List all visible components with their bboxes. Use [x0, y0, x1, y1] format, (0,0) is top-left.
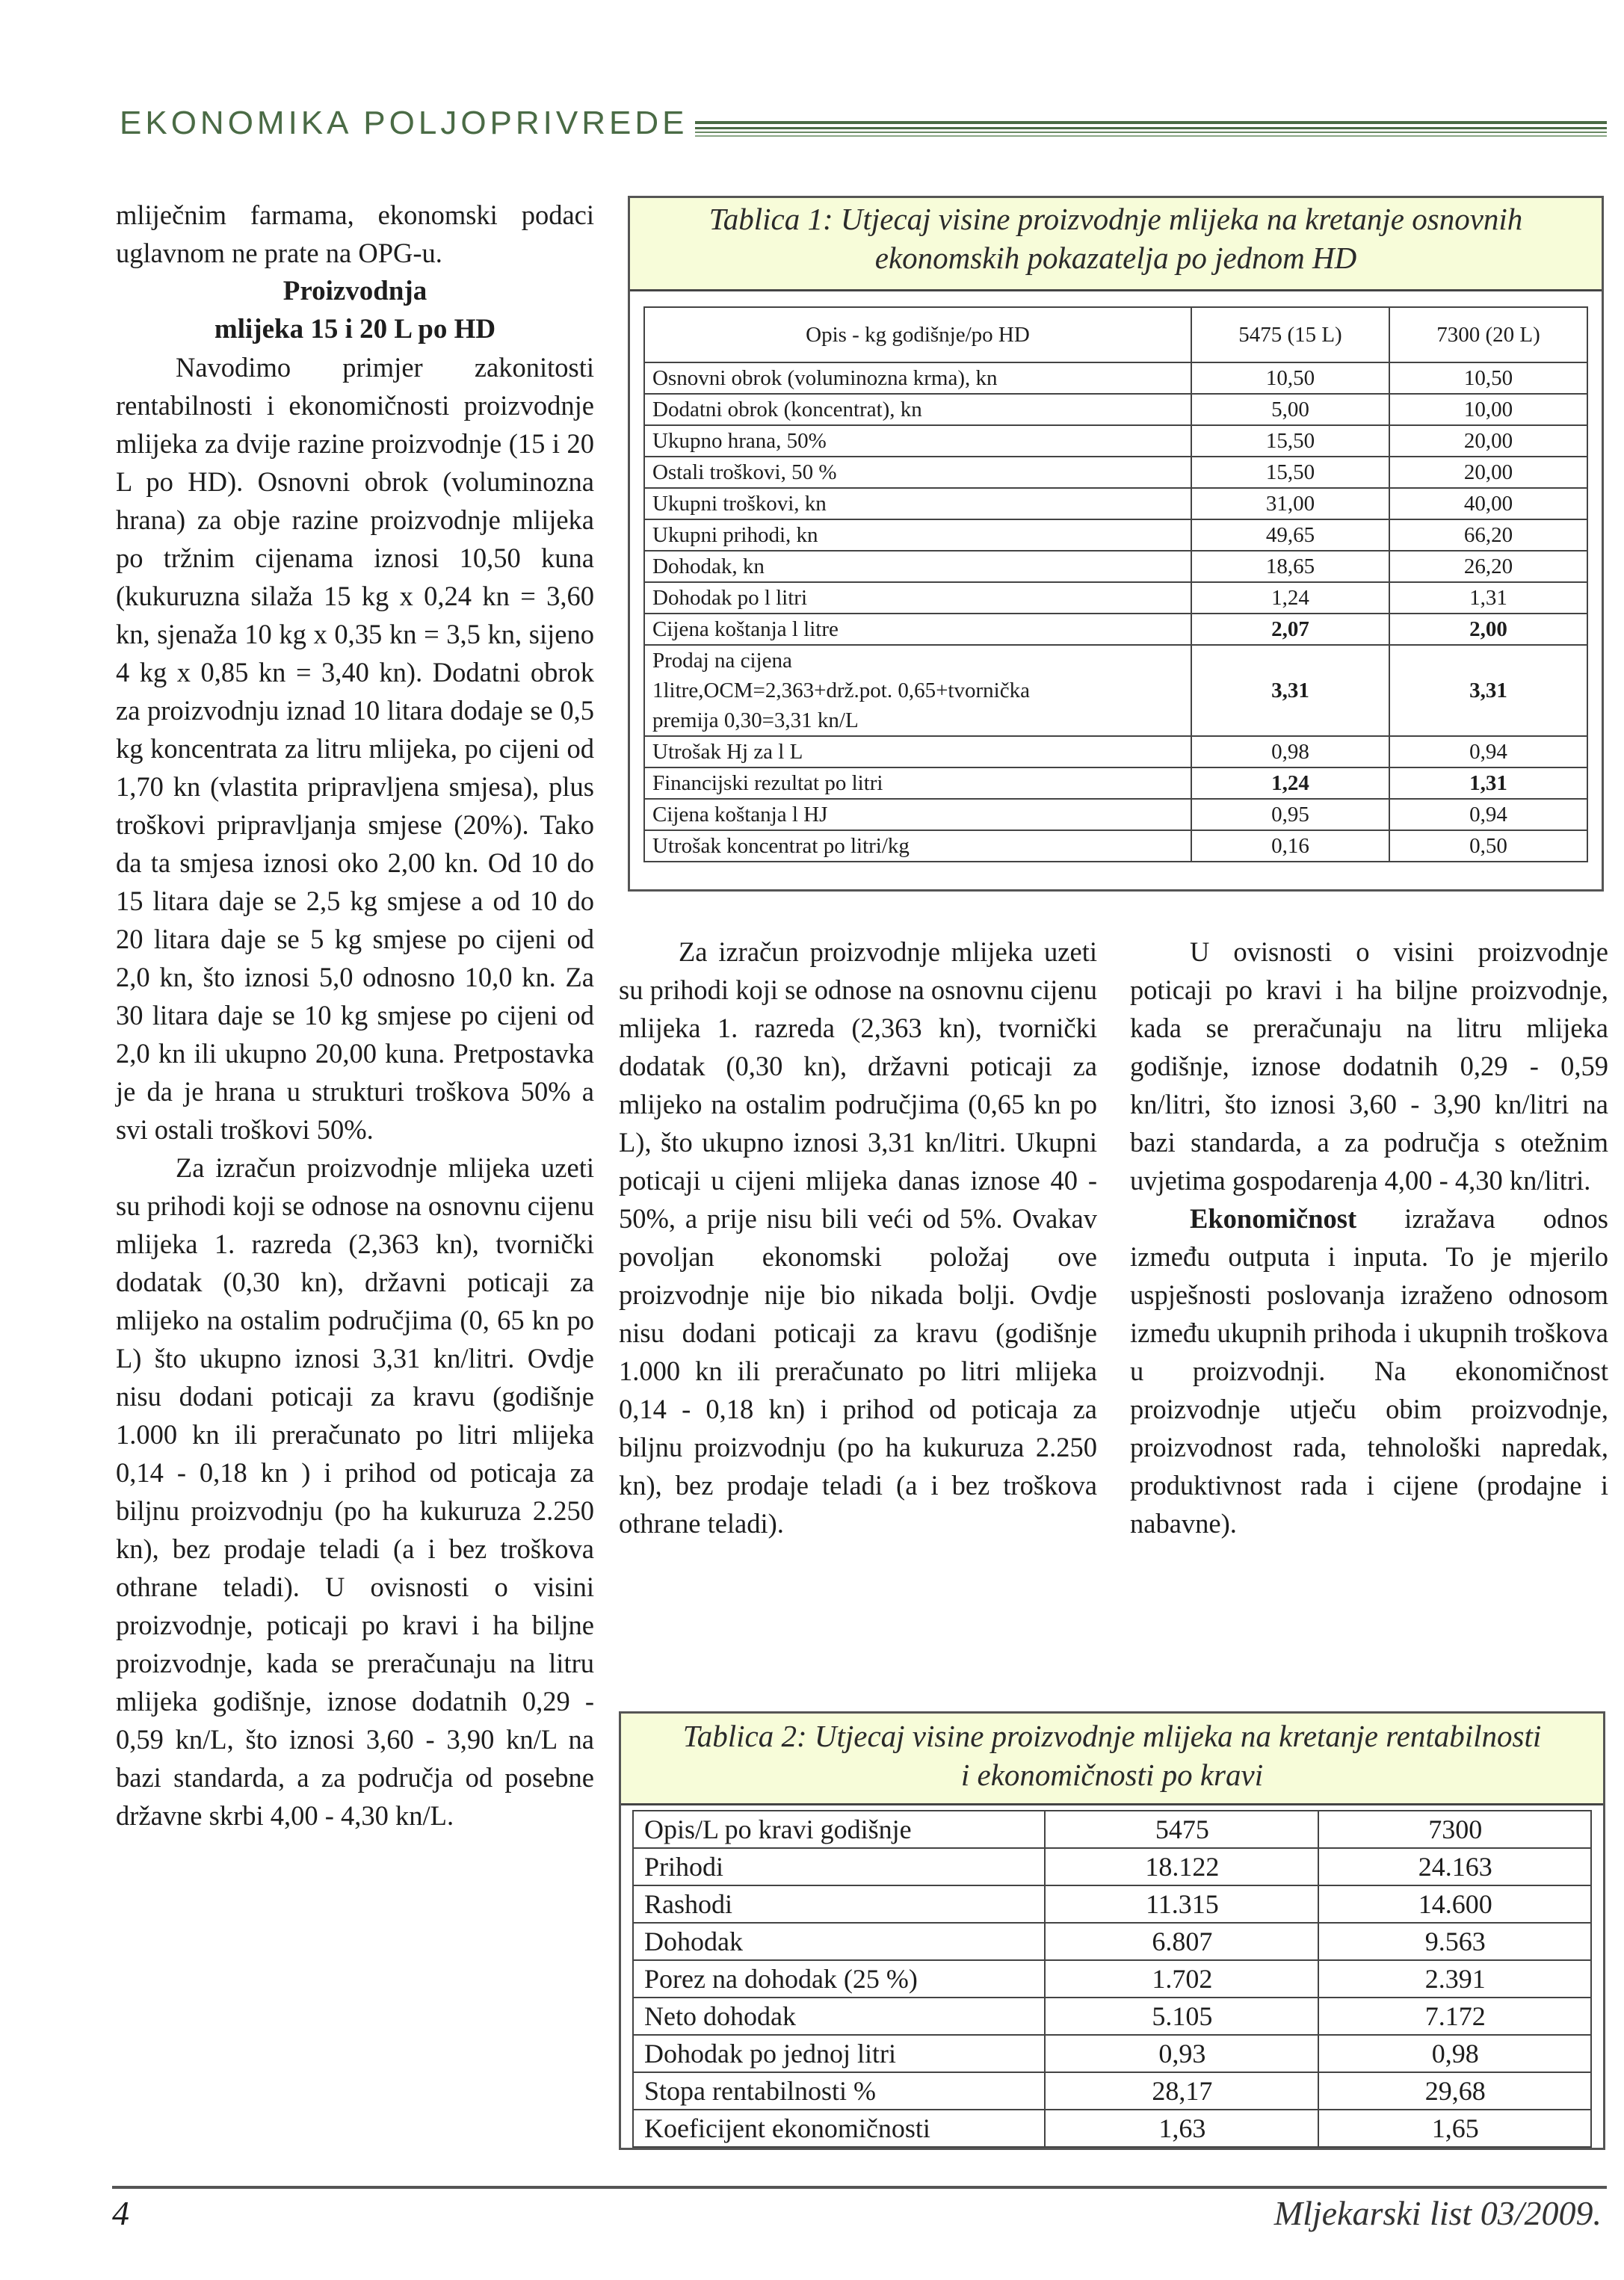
- table2-cell: 18.122: [1045, 1848, 1318, 1885]
- table1-row: [644, 457, 1587, 488]
- table2-cell: 2.391: [1318, 1960, 1591, 1998]
- table1-cell: Ukupno hrana, 50%: [644, 425, 1191, 457]
- table2-cell: 1,63: [1045, 2110, 1318, 2147]
- table2-cell: Porez na dohodak (25 %): [633, 1960, 1045, 1998]
- table1-cell: 10,00: [1389, 394, 1587, 425]
- left-paragraph-2: Za izračun proizvodnje mlijeka uzeti su prihodi koji se odnose na osnovnu cijenu mlijeka 1. razreda (2,363 kn), tvornički dodatak (0,30 kn), državni poticaji za mlijeko na ostalim područjima (0, 65 kn po L) što ukupno iznosi 3,31 kn/litri. Ovdje nisu dodani poticaji za kravu (godišnje 1.000 kn ili preračunato po litri mlijeka 0,14 - 0,18 kn ) i prihod od poticaja za biljnu proizvodnju (po ha kukuruza 2.250 kn), bez prodaje teladi (a i bez troškova othrane teladi). U ovisnosti o visini proizvodnje, poticaji po kravi i ha biljne proizvodnje, kada se preračunaju na litru mlijeka godišnje, iznose dodatnih 0,29 - 0,59 kn/L, što iznosi 3,60 - 3,90 kn/L na bazi standarda, a za područja od posebne državne skrbi 4,00 - 4,30 kn/L.: [116, 1152, 594, 1831]
- table-1-header-cell: 7300 (20 L): [1389, 307, 1587, 362]
- table1-cell: Ukupni prihodi, kn: [644, 519, 1191, 551]
- table1-cell: 49,65: [1191, 519, 1389, 551]
- table1-cell: 15,50: [1191, 425, 1389, 457]
- table2-row: [633, 2072, 1591, 2110]
- table2-cell: Stopa rentabilnosti %: [633, 2072, 1045, 2110]
- table1-cell: [1191, 705, 1389, 736]
- table1-cell: Dohodak, kn: [644, 551, 1191, 582]
- table1-cell: 0,94: [1389, 799, 1587, 830]
- table1-cell: 3,31: [1191, 676, 1389, 705]
- right-paragraph-2-text: izražava odnos između outputa i inputa. To je mjerilo uspješnosti poslovanja izraženo odnosom između ukupnih prihoda i ukupnih troškova u proizvodnji. Na ekonomičnost proizvodnje utječu obim proizvodnje, proizvodnost rada, tehnološki napredak, produktivnost rada i cijene (prodajne i nabavne).: [1130, 1203, 1608, 1539]
- table1-cell: 40,00: [1389, 488, 1587, 519]
- table2-row: [633, 1885, 1591, 1923]
- table-2-caption-line-2: i ekonomičnosti po kravi: [960, 1758, 1264, 1792]
- table2-row: [633, 2110, 1591, 2147]
- table1-cell: 5,00: [1191, 394, 1389, 425]
- table2-row: [633, 1848, 1591, 1885]
- table2-cell: 6.807: [1045, 1923, 1318, 1960]
- table-1-header-cell: Opis - kg godišnje/po HD: [644, 307, 1191, 362]
- left-column: [116, 196, 594, 1835]
- table1-cell: 26,20: [1389, 551, 1587, 582]
- subheading-line-2: mlijeka 15 i 20 L po HD: [214, 314, 496, 345]
- table2-cell: 0,98: [1318, 2035, 1591, 2072]
- table2-cell: Dohodak po jednoj litri: [633, 2035, 1045, 2072]
- table1-cell: 20,00: [1389, 425, 1587, 457]
- table-2-grid: [632, 1810, 1592, 2148]
- table2-row: [633, 1923, 1591, 1960]
- table1-row: [644, 767, 1587, 799]
- table1-row: [644, 676, 1587, 705]
- table2-row: [633, 1960, 1591, 1998]
- table1-cell: premija 0,30=3,31 kn/L: [644, 705, 1191, 736]
- table1-cell: 15,50: [1191, 457, 1389, 488]
- table1-cell: 1,24: [1191, 767, 1389, 799]
- table1-cell: 0,16: [1191, 830, 1389, 862]
- subheading: [116, 272, 594, 348]
- table2-cell: 5.105: [1045, 1998, 1318, 2035]
- left-paragraph-1: Navodimo primjer zakonitosti rentabilnosti i ekonomičnosti proizvodnje mlijeka za dvije razine proizvodnje (15 i 20 L po HD). Osnovni obrok (voluminozna hrana) za obje razine proizvodnje mlijeka po tržnim cijenama iznosi 10,50 kuna (kukuruzna silaža 15 kg x 0,24 kn = 3,60 kn, sjenaža 10 kg x 0,35 kn = 3,5 kn, sijeno 4 kg x 0,85 kn = 3,40 kn). Dodatni obrok za proizvodnju iznad 10 litara dodaje se 0,5 kg koncentrata za litru mlijeka, po cijeni od 1,70 kn (vlastita pripravljena smjesa), plus troškovi pripravljanja smjese (20%). Tako da ta smjesa iznosi oko 2,00 kn. Od 10 do 15 litara daje se 2,5 kg smjese a od 10 do 20 litara daje se 5 kg smjese po cijeni od 2,0 kn, što iznosi 5,0 odnosno 10,0 kn. Za 30 litara daje se 10 kg smjese po cijeni od 2,0 kn ili ukupno 20,00 kuna. Pretpostavka je da je hrana u strukturi troškova 50% a svi ostali troškovi 50%.: [116, 352, 594, 1145]
- table1-cell: 10,50: [1191, 362, 1389, 394]
- table1-cell: Ukupni troškovi, kn: [644, 488, 1191, 519]
- table2-cell: 29,68: [1318, 2072, 1591, 2110]
- page-number: 4: [112, 2194, 129, 2232]
- table1-row: [644, 519, 1587, 551]
- middle-column: [619, 933, 1097, 1542]
- header-rule: [695, 120, 1607, 140]
- table-1-header-row: [644, 307, 1587, 362]
- table1-cell: [1389, 645, 1587, 676]
- table-1-caption: [630, 198, 1602, 291]
- table1-cell: 0,94: [1389, 736, 1587, 767]
- table2-cell: Dohodak: [633, 1923, 1045, 1960]
- table1-cell: Osnovni obrok (voluminozna krma), kn: [644, 362, 1191, 394]
- table1-cell: Utrošak Hj za l L: [644, 736, 1191, 767]
- table2-cell: 14.600: [1318, 1885, 1591, 1923]
- table1-row: [644, 705, 1587, 736]
- table2-cell: Prihodi: [633, 1848, 1045, 1885]
- table-1-grid: [643, 306, 1588, 862]
- table1-cell: Cijena koštanja l litre: [644, 614, 1191, 645]
- table1-cell: 3,31: [1389, 676, 1587, 705]
- table1-row: [644, 614, 1587, 645]
- right-paragraph-1: U ovisnosti o visini proizvodnje poticaji po kravi i ha biljne proizvodnje, kada se preračunaju na litru mlijeka godišnje, iznose dodatnih 0,29 - 0,59 kn/litri, što iznosi 3,60 - 3,90 kn/litri na bazi standarda, a za područja s otežnim uvjetima gospodarenja 4,00 - 4,30 kn/litri.: [1130, 936, 1608, 1196]
- table2-cell: 24.163: [1318, 1848, 1591, 1885]
- table1-cell: Dohodak po l litri: [644, 582, 1191, 614]
- table1-cell: 0,98: [1191, 736, 1389, 767]
- table1-cell: 1litre,OCM=2,363+drž.pot. 0,65+tvornička: [644, 676, 1191, 705]
- table1-cell: Cijena koštanja l HJ: [644, 799, 1191, 830]
- table1-cell: 0,50: [1389, 830, 1587, 862]
- table-2-caption-line-1: Tablica 2: Utjecaj visine proizvodnje mlijeka na kretanje rentabilnosti: [682, 1719, 1542, 1753]
- table2-row: [633, 1811, 1591, 1848]
- table1-row: [644, 551, 1587, 582]
- running-title: EKONOMIKA POLJOPRIVREDE: [120, 105, 688, 141]
- table1-row: [644, 488, 1587, 519]
- table1-cell: Utrošak koncentrat po litri/kg: [644, 830, 1191, 862]
- table1-row: [644, 799, 1587, 830]
- middle-paragraph-1: Za izračun proizvodnje mlijeka uzeti su prihodi koji se odnose na osnovnu cijenu mlijeka 1. razreda (2,363 kn), tvornički dodatak (0,30 kn), državni poticaji za mlijeko na ostalim područjima (0,65 kn po L), što ukupno iznosi 3,31 kn/litri. Ukupni poticaji u cijeni mlijeka danas iznose 40 - 50%, a prije nisu bili veći od 5%. Ovakav povoljan ekonomski položaj ove proizvodnje nije bio nikada bolji. Ovdje nisu dodani poticaji za kravu (godišnje 1.000 kn ili preračunato po litri mlijeka 0,14 - 0,18 kn) i prihod od poticaja za biljnu proizvodnju (po ha kukuruza 2.250 kn), bez prodaje teladi (a i bez troškova othrane teladi).: [619, 936, 1097, 1539]
- table1-cell: 2,00: [1389, 614, 1587, 645]
- table2-cell: 9.563: [1318, 1923, 1591, 1960]
- table1-cell: Prodaj na cijena: [644, 645, 1191, 676]
- table-1: [628, 196, 1604, 892]
- table1-cell: [1191, 645, 1389, 676]
- table2-cell: 5475: [1045, 1811, 1318, 1848]
- table2-cell: 7300: [1318, 1811, 1591, 1848]
- table2-cell: 1,65: [1318, 2110, 1591, 2147]
- table2-cell: 11.315: [1045, 1885, 1318, 1923]
- table1-row: [644, 830, 1587, 862]
- table1-cell: Dodatni obrok (koncentrat), kn: [644, 394, 1191, 425]
- table2-cell: 0,93: [1045, 2035, 1318, 2072]
- table2-cell: Rashodi: [633, 1885, 1045, 1923]
- table2-row: [633, 2035, 1591, 2072]
- table1-cell: 1,31: [1389, 582, 1587, 614]
- table1-cell: 2,07: [1191, 614, 1389, 645]
- table1-cell: 66,20: [1389, 519, 1587, 551]
- right-paragraph-2: [1130, 1199, 1608, 1542]
- subheading-line-1: Proizvodnja: [282, 276, 427, 306]
- table2-cell: 7.172: [1318, 1998, 1591, 2035]
- table-1-caption-line-1: Tablica 1: Utjecaj visine proizvodnje mlijeka na kretanje osnovnih: [708, 202, 1523, 236]
- table1-cell: [1389, 705, 1587, 736]
- table1-cell: 1,24: [1191, 582, 1389, 614]
- table2-cell: Opis/L po kravi godišnje: [633, 1811, 1045, 1848]
- table1-cell: 10,50: [1389, 362, 1587, 394]
- right-paragraph-2-bold: Ekonomičnost: [1190, 1203, 1357, 1234]
- table1-cell: Financijski rezultat po litri: [644, 767, 1191, 799]
- journal-name: Mljekarski list 03/2009.: [1273, 2194, 1602, 2232]
- table1-row: [644, 645, 1587, 676]
- table1-row: [644, 394, 1587, 425]
- table1-row: [644, 736, 1587, 767]
- table-2: [619, 1711, 1605, 2150]
- table2-row: [633, 1998, 1591, 2035]
- table1-cell: 1,31: [1389, 767, 1587, 799]
- table1-row: [644, 425, 1587, 457]
- table1-cell: 0,95: [1191, 799, 1389, 830]
- table2-cell: Koeficijent ekonomičnosti: [633, 2110, 1045, 2147]
- table1-row: [644, 582, 1587, 614]
- table-1-caption-line-2: ekonomskih pokazatelja po jednom HD: [874, 241, 1357, 275]
- table1-cell: 20,00: [1389, 457, 1587, 488]
- left-paragraph-0: mliječnim farmama, ekonomski podaci uglavnom ne prate na OPG-u.: [116, 200, 594, 268]
- right-column: [1130, 933, 1608, 1542]
- table2-cell: 1.702: [1045, 1960, 1318, 1998]
- table1-cell: 31,00: [1191, 488, 1389, 519]
- table2-cell: Neto dohodak: [633, 1998, 1045, 2035]
- table-1-header-cell: 5475 (15 L): [1191, 307, 1389, 362]
- table1-cell: Ostali troškovi, 50 %: [644, 457, 1191, 488]
- table-2-caption: [621, 1714, 1603, 1805]
- table1-row: [644, 362, 1587, 394]
- table1-cell: 18,65: [1191, 551, 1389, 582]
- table2-cell: 28,17: [1045, 2072, 1318, 2110]
- footer-rule: [112, 2186, 1607, 2189]
